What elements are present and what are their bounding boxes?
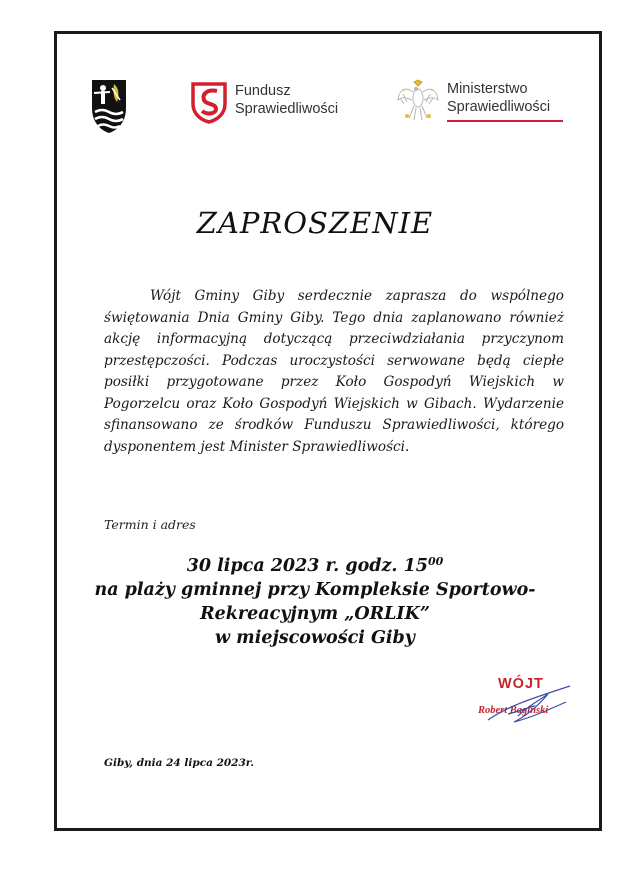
ministry-line2: Sprawiedliwości: [447, 99, 551, 115]
stamp-title: WÓJT: [498, 676, 544, 692]
ministry-underline: [447, 120, 563, 122]
stamp-name: Robert Bagiński: [478, 705, 549, 716]
fundusz-sprawiedliwosci-logo-icon: [189, 80, 229, 124]
fundusz-line2: Sprawiedliwości: [235, 101, 339, 117]
polish-eagle-emblem-icon: [395, 78, 441, 124]
invitation-body: Wójt Gminy Giby serdecznie zaprasza do wspólnego świętowania Dnia Gminy Giby. Tego dnia zaplanowano również akcję informacyjną dotyczącą przeciwdziałania przyczynom przestępczości. Podczas uroczystości serwowane będą ciepłe posiłki przygotowane przez Koło Gospodyń Wiejskich w Pogorzelcu oraz Koło Gospodyń Wiejskich w Gibach. Wydarzenie sfinansowano ze środków Funduszu Sprawiedliwości, którego dysponentem jest Minister Sprawiedliwości.: [104, 288, 564, 455]
gmina-giby-crest-icon: [90, 78, 128, 134]
event-place-line3: w miejscowości Giby: [215, 628, 415, 648]
event-date: 30 lipca 2023 r. godz. 15: [186, 556, 428, 576]
event-date-line: [0, 550, 630, 578]
ministry-line1: Ministerstwo: [447, 81, 528, 97]
event-place-line1: na plaży gminnej przy Kompleksie Sportowo-: [94, 580, 536, 600]
fundusz-sprawiedliwosci-logo: [189, 80, 364, 124]
signature-scribble: [478, 676, 578, 736]
event-place-line2: Rekreacyjnym „ORLIK”: [200, 604, 430, 624]
ministerstwo-sprawiedliwosci-logo: [395, 78, 570, 128]
event-details: [0, 550, 630, 650]
event-time-minutes: 00: [427, 555, 444, 568]
mayor-stamp: [478, 676, 578, 736]
term-address-label: Termin i adres: [104, 517, 196, 532]
invitation-title: ZAPROSZENIE: [196, 206, 434, 240]
issue-date: Giby, dnia 24 lipca 2023r.: [104, 757, 255, 769]
fundusz-line1: Fundusz: [235, 83, 291, 99]
